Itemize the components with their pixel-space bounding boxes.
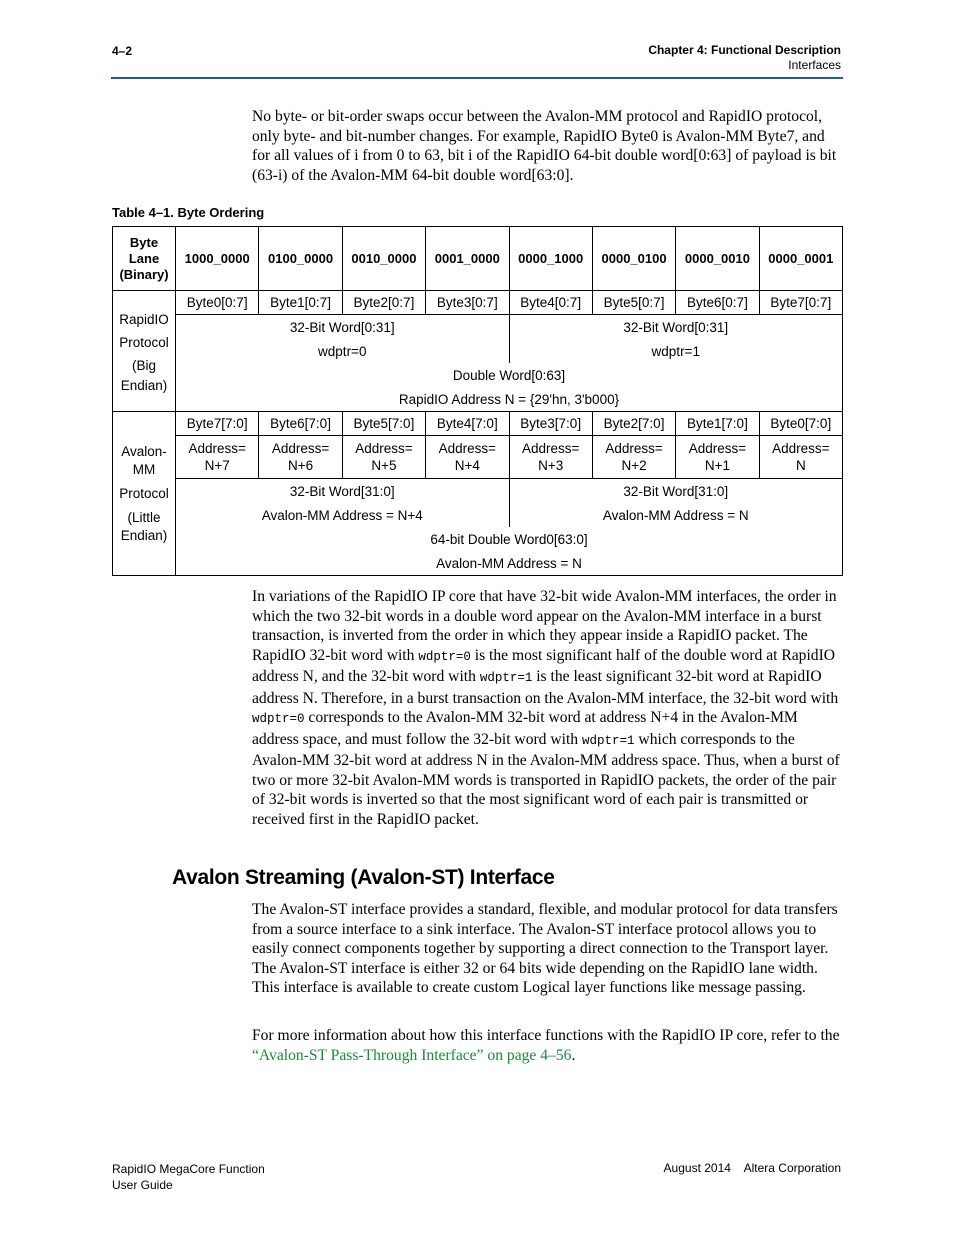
code-wdptr: wdptr=1 xyxy=(582,733,635,748)
table-cell: Byte0[7:0] xyxy=(759,412,842,436)
table-cell: Byte0[0:7] xyxy=(176,291,259,315)
table-cell: Avalon-MM Address = N xyxy=(176,551,843,576)
text-run: In variations of the RapidIO IP core that have 32-bit wide Avalon-MM interfaces, the order in which the two 32-bit words in a double word appear on the Avalon-MM interface in a burst transaction, is inverted from the order in which they appear inside a RapidIO packet. The RapidIO 32-bit word with xyxy=(252,588,837,664)
addr-label: Address= xyxy=(521,441,580,456)
row-header-line: RapidIO xyxy=(119,312,169,327)
footer-left xyxy=(112,1161,265,1193)
table-cell: Byte2[7:0] xyxy=(592,412,675,436)
table-row xyxy=(113,363,843,387)
column-header: 1000_0000 xyxy=(176,227,259,291)
text-run: For more information about how this interface functions with the RapidIO IP core, refer to the xyxy=(252,1027,840,1044)
addr-label: Address= xyxy=(688,441,747,456)
variation-paragraph xyxy=(252,587,844,829)
table-cell: Byte3[7:0] xyxy=(509,412,592,436)
row-header-line: Avalon- xyxy=(121,443,167,459)
row-header-line: Protocol xyxy=(119,335,169,350)
column-header: 0010_0000 xyxy=(342,227,425,291)
addr-value: N xyxy=(795,458,806,473)
corner-header-line: (Binary) xyxy=(119,266,169,282)
table-row xyxy=(113,339,843,363)
table-cell: Byte4[7:0] xyxy=(426,412,509,436)
column-header: 0000_0100 xyxy=(592,227,675,291)
table-cell: RapidIO Address N = {29'hn, 3'b000} xyxy=(176,387,843,412)
code-wdptr: wdptr=0 xyxy=(418,649,471,664)
corner-header xyxy=(113,227,176,291)
table-cell: Byte4[0:7] xyxy=(509,291,592,315)
table-cell: Avalon-MM Address = N xyxy=(509,503,843,527)
footer-doc-type: User Guide xyxy=(112,1178,173,1192)
table-cell: Avalon-MM Address = N+4 xyxy=(176,503,510,527)
rapidio-row-header xyxy=(113,291,176,412)
text-run: corresponds to the Avalon-MM 32-bit word at address N+4 in the Avalon-MM address space, and must follow the 32-bit word with xyxy=(252,709,798,748)
table-row xyxy=(113,436,843,479)
addr-label: Address= xyxy=(188,441,246,456)
addr-value: N+3 xyxy=(538,458,564,473)
table-row xyxy=(113,291,843,315)
addr-label: Address= xyxy=(772,441,830,456)
running-header xyxy=(648,43,841,73)
corner-header-line: Lane xyxy=(128,250,160,266)
column-header: 0000_1000 xyxy=(509,227,592,291)
cross-reference-link[interactable]: “Avalon-ST Pass-Through Interface” on page 4–56 xyxy=(252,1046,572,1064)
table-row xyxy=(113,527,843,551)
column-header: 0100_0000 xyxy=(259,227,342,291)
column-header: 0000_0010 xyxy=(676,227,759,291)
header-rule xyxy=(111,77,843,79)
page-number: 4–2 xyxy=(112,44,133,58)
text-run: which corresponds to the Avalon-MM 32-bit word at address N in the Avalon-MM address space. Thus, when a burst of two or more 32-bit Avalon-MM words is transported in RapidIO packets, the order of the pair of 32-bit words is inverted so that the most significant word of each pair is transmitted or received first in the RapidIO packet. xyxy=(252,730,840,828)
table-cell: 32-Bit Word[0:31] xyxy=(176,315,510,340)
column-header: 0001_0000 xyxy=(426,227,509,291)
column-header: 0000_0001 xyxy=(759,227,842,291)
table-cell xyxy=(259,436,342,479)
table-cell: Byte7[0:7] xyxy=(759,291,842,315)
table-cell: 32-Bit Word[31:0] xyxy=(509,479,843,504)
addr-label: Address= xyxy=(605,441,663,456)
table-cell: Byte5[7:0] xyxy=(342,412,425,436)
table-row xyxy=(113,503,843,527)
footer-product: RapidIO MegaCore Function xyxy=(112,1162,265,1176)
table-cell xyxy=(509,436,592,479)
table-cell: Byte1[7:0] xyxy=(676,412,759,436)
intro-paragraph: No byte- or bit-order swaps occur between the Avalon-MM protocol and RapidIO protocol, only byte- and bit-number changes. For example, RapidIO Byte0 is Avalon-MM Byte7, and for all values of i from 0 to 63, bit i of the RapidIO 64-bit double word[0:63] of payload is bit (63-i) of the Avalon-MM 64-bit double word[63:0]. xyxy=(252,108,837,184)
table-caption: Table 4–1. Byte Ordering xyxy=(112,205,265,220)
table-row xyxy=(113,479,843,504)
table-row xyxy=(113,551,843,576)
footer-right: August 2014 Altera Corporation xyxy=(663,1161,841,1175)
section-title: Interfaces xyxy=(788,58,841,72)
table-cell: Byte2[0:7] xyxy=(342,291,425,315)
table-cell: wdptr=1 xyxy=(509,339,843,363)
table-header-row xyxy=(113,227,843,291)
row-header-line: Endian) xyxy=(120,527,168,543)
table-cell: Byte6[0:7] xyxy=(676,291,759,315)
text-run: . xyxy=(571,1046,576,1064)
row-header-line: Protocol xyxy=(119,485,169,501)
table-cell xyxy=(592,436,675,479)
table-cell xyxy=(759,436,842,479)
addr-value: N+2 xyxy=(621,458,647,473)
code-wdptr: wdptr=1 xyxy=(479,671,533,685)
table-cell xyxy=(176,436,259,479)
table-cell: wdptr=0 xyxy=(176,339,510,363)
table-cell: Byte3[0:7] xyxy=(426,291,509,315)
table-row xyxy=(113,412,843,436)
row-header-line: Endian) xyxy=(120,378,168,393)
addr-value: N+5 xyxy=(371,458,397,473)
table-cell xyxy=(342,436,425,479)
table-cell: 64-bit Double Word0[63:0] xyxy=(176,527,843,551)
table-cell: Byte1[0:7] xyxy=(259,291,342,315)
table-cell: 32-Bit Word[0:31] xyxy=(509,315,843,340)
addr-label: Address= xyxy=(355,441,413,456)
table-cell: Double Word[0:63] xyxy=(176,363,843,387)
row-header-line: (Little xyxy=(127,509,161,525)
addr-label: Address= xyxy=(271,441,330,456)
cross-reference-paragraph xyxy=(252,1026,844,1065)
addr-value: N+7 xyxy=(204,458,230,473)
code-wdptr: wdptr=0 xyxy=(252,712,305,726)
table-cell: 32-Bit Word[31:0] xyxy=(176,479,510,504)
table-cell: Byte7[7:0] xyxy=(176,412,259,436)
text-run: is the most significant half of the double word at RapidIO address N, and the 32-bit word with xyxy=(252,646,836,685)
table-row xyxy=(113,315,843,340)
avalon-row-header xyxy=(113,412,176,576)
addr-value: N+1 xyxy=(704,458,731,473)
text-run: is the least significant 32-bit word at RapidIO address N. Therefore, in a burst transaction on the Avalon-MM interface, the 32-bit word with xyxy=(252,668,839,707)
byte-ordering-table xyxy=(112,226,843,576)
chapter-title: Chapter 4: Functional Description xyxy=(648,43,841,57)
corner-header-line: Byte xyxy=(129,234,159,250)
table-cell xyxy=(426,436,509,479)
table-cell xyxy=(676,436,759,479)
section-paragraph: The Avalon-ST interface provides a standard, flexible, and modular protocol for data transfers from a source interface to a sink interface. The Avalon-ST interface protocol allows you to easily connect components together by supporting a direct connection to the Transport layer. The Avalon-ST interface is either 32 or 64 bits wide depending on the RapidIO lane width. This interface is available to create custom Logical layer functions like message passing. xyxy=(252,901,838,996)
section-heading: Avalon Streaming (Avalon-ST) Interface xyxy=(172,866,555,889)
addr-value: N+6 xyxy=(287,458,314,473)
table-cell: Byte6[7:0] xyxy=(259,412,342,436)
addr-value: N+4 xyxy=(454,458,480,473)
table-cell: Byte5[0:7] xyxy=(592,291,675,315)
table-row xyxy=(113,387,843,412)
row-header-line: (Big xyxy=(131,358,156,373)
row-header-line: MM xyxy=(132,461,156,477)
addr-label: Address= xyxy=(438,441,497,456)
